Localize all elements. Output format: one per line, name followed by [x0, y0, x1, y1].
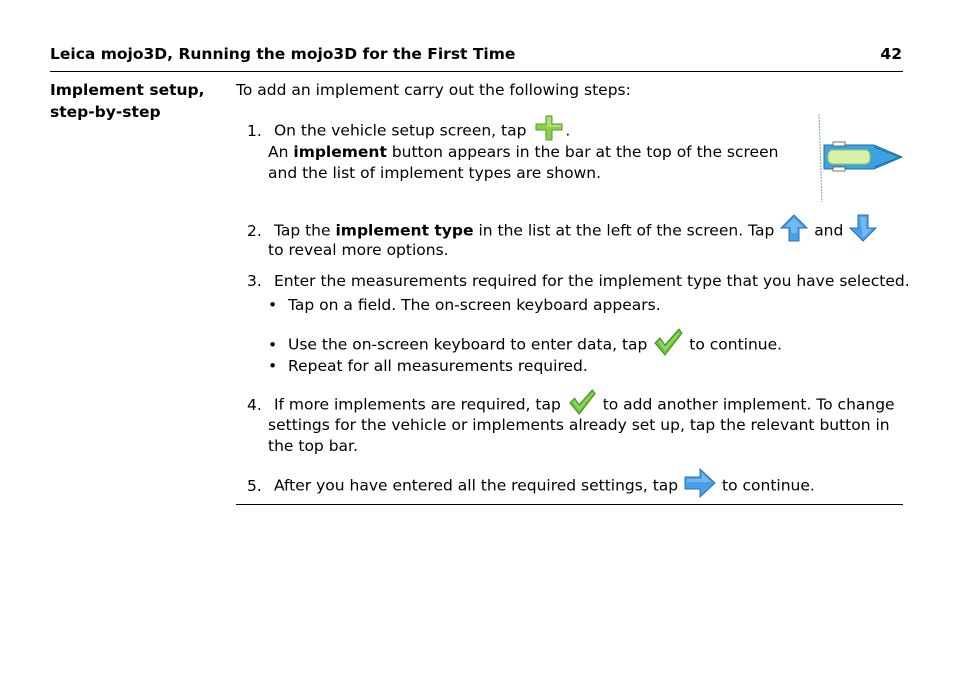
step-4-line3: the top bar.: [268, 437, 358, 455]
implement-term: implement: [293, 143, 387, 161]
step-1-detail-line1: An implement button appears in the bar at the top of the screen: [268, 143, 779, 161]
step-3-bullet-3: • Repeat for all measurements required.: [268, 357, 588, 375]
step-3-bullet-1: • Tap on a field. The on-screen keyboard appears.: [268, 296, 661, 314]
checkmark-icon: [652, 326, 684, 364]
step-4-number: 4.: [247, 395, 262, 414]
step-1-text: On the vehicle setup screen, tap: [273, 121, 527, 140]
step-2: 2. Tap the implement type in the list at the left of the screen. Tap and: [247, 213, 878, 249]
implement-diagram-icon: [814, 112, 906, 208]
arrow-right-icon: [683, 467, 717, 505]
step-3: 3. Enter the measurements required for the implement type that you have selected.: [247, 272, 910, 290]
step-4-line2: settings for the vehicle or implements already set up, tap the relevant button in: [268, 416, 890, 434]
step-5: 5. After you have entered all the required settings, tap to continue.: [247, 467, 815, 505]
side-heading: [50, 79, 230, 123]
step-1-number: 1.: [247, 121, 262, 140]
bullet-marker: •: [268, 335, 278, 354]
step-3-bullet-2: • Use the on-screen keyboard to enter data, tap to continue.: [268, 326, 782, 364]
intro-text: To add an implement carry out the following steps:: [236, 81, 631, 99]
bottom-rule: [236, 504, 903, 505]
step-2-line2: to reveal more options.: [268, 241, 449, 259]
top-rule: [50, 71, 903, 72]
arrow-down-icon: [848, 213, 878, 249]
step-1-detail-line2: and the list of implement types are shown.: [268, 164, 601, 182]
arrow-up-icon: [779, 213, 809, 249]
step-4: 4. If more implements are required, tap to add another implement. To change: [247, 387, 895, 423]
step-1-period: .: [565, 121, 571, 140]
step-3-number: 3.: [247, 272, 262, 290]
bullet-marker: •: [268, 357, 278, 375]
side-heading-line2: step-by-step: [50, 103, 161, 121]
step-5-number: 5.: [247, 476, 262, 495]
header-title: Leica mojo3D, Running the mojo3D for the First Time: [50, 45, 516, 63]
bullet-marker: •: [268, 296, 278, 314]
implement-type-term: implement type: [335, 221, 474, 240]
page-number: 42: [880, 45, 902, 63]
step-2-number: 2.: [247, 221, 262, 240]
side-heading-line1: Implement setup,: [50, 81, 205, 99]
